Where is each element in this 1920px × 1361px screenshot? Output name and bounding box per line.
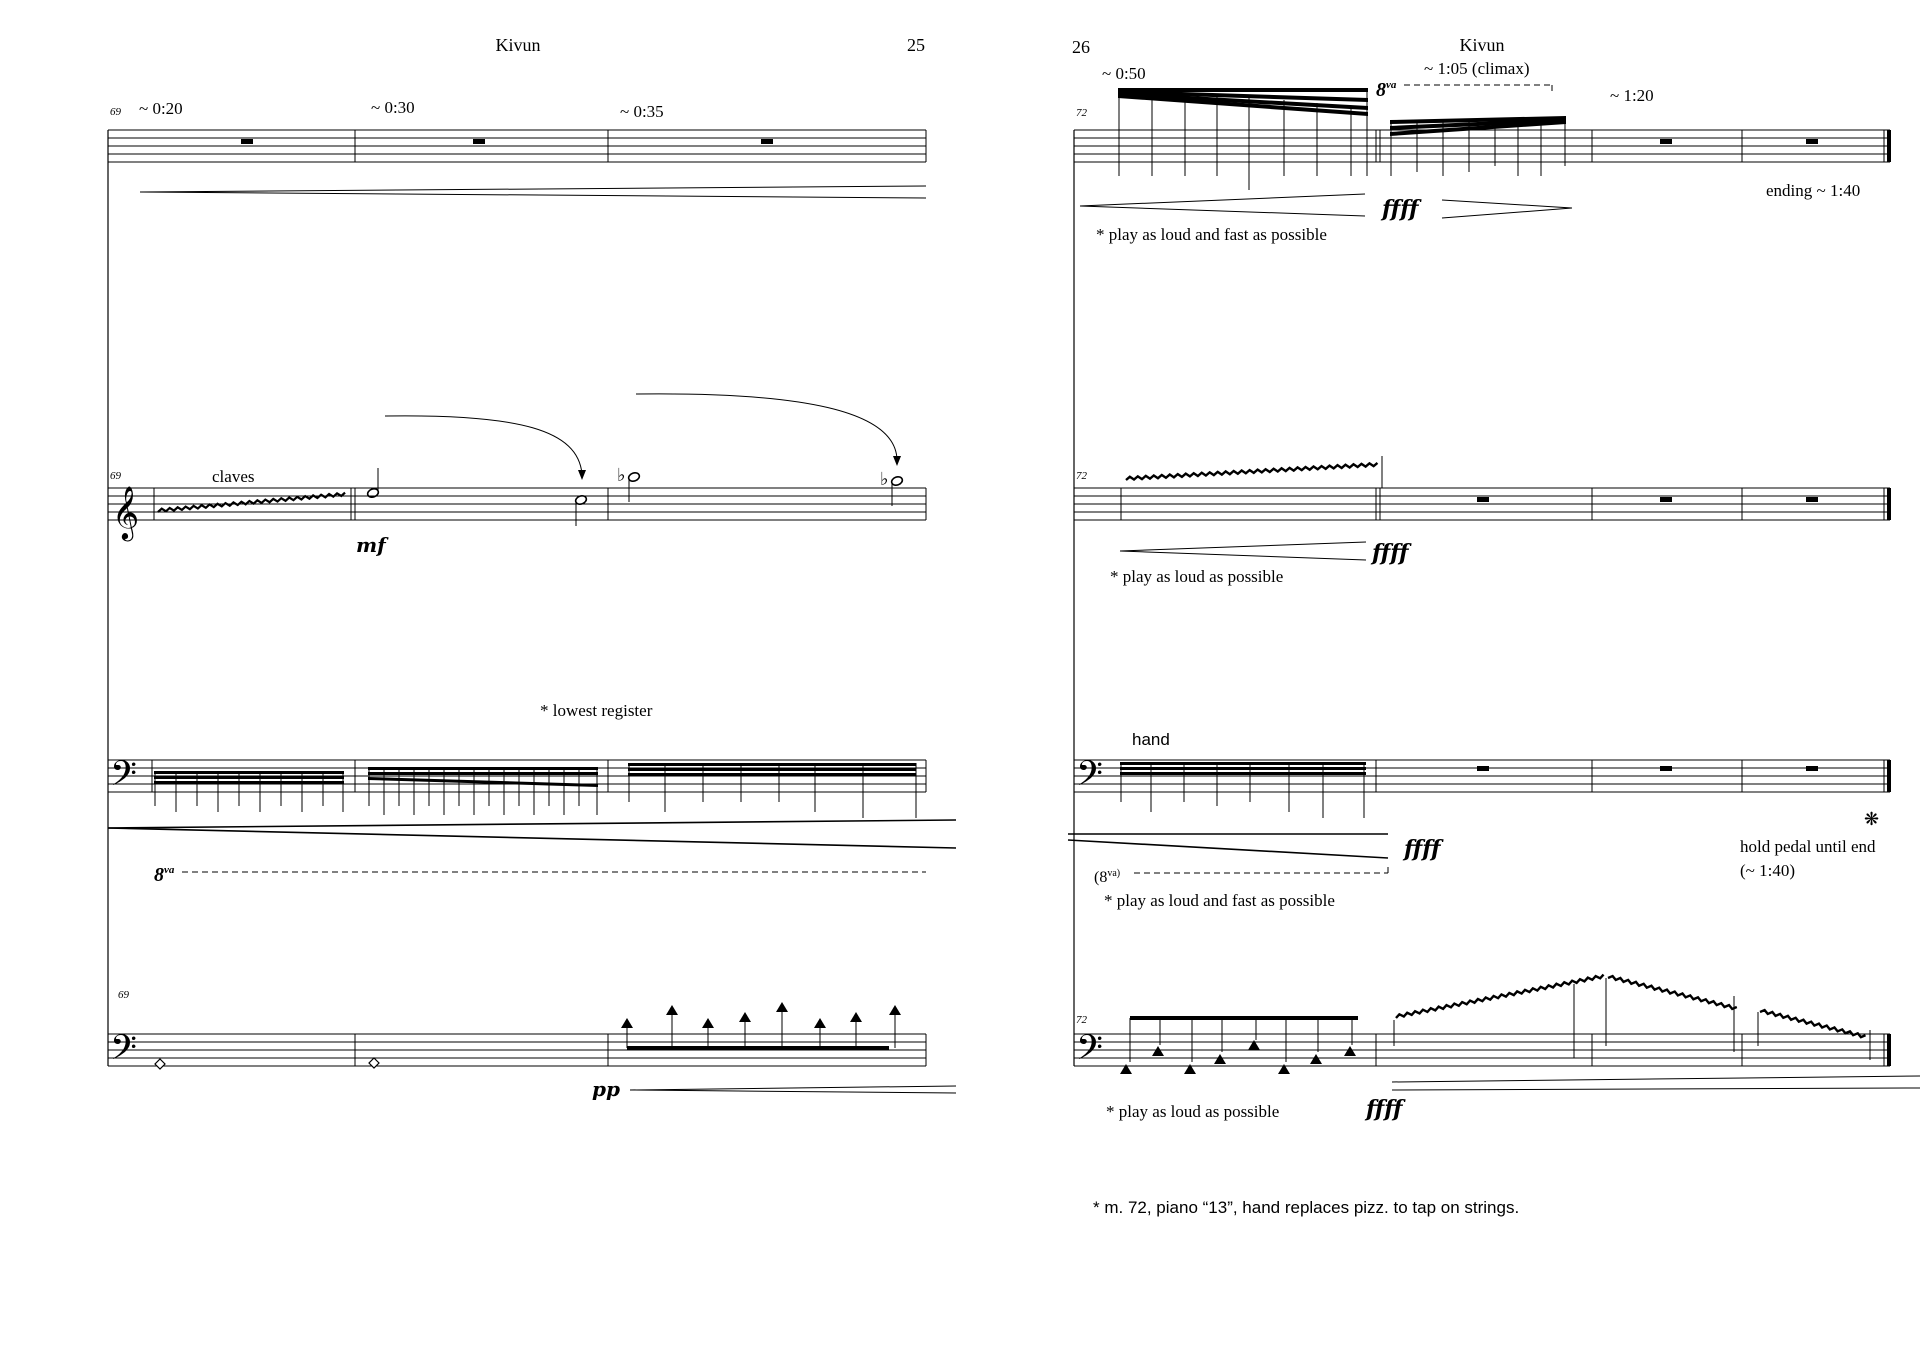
right-measure-number-staff1: 72 (1076, 107, 1087, 119)
glissando-arrow (385, 416, 582, 474)
left-page (108, 35, 956, 1101)
note-staff4: * play as loud as possible (1106, 1102, 1280, 1121)
left-measure-number-staff1: 69 (110, 106, 121, 118)
bass-clef: 𝄢 (1076, 1030, 1104, 1076)
lowest-register-note: * lowest register (540, 701, 653, 720)
tempo-mark-105: ~ 1:05 (climax) (1424, 59, 1530, 78)
note-staff2: * play as loud as possible (1110, 567, 1284, 586)
whole-rest (1660, 139, 1672, 144)
glissando-arrow (636, 394, 897, 460)
note-stems (1394, 978, 1870, 1060)
right-staff-1 (1074, 130, 1890, 162)
crescendo-hairpin (1080, 194, 1365, 216)
right-staff-4 (1074, 1034, 1890, 1066)
note-staff3: * play as loud and fast as possible (1104, 891, 1335, 910)
right-page (1068, 35, 1920, 1217)
hand-label: hand (1132, 730, 1170, 749)
whole-rest (1660, 497, 1672, 502)
bass-clef: 𝄢 (110, 1030, 138, 1076)
crescendo-hairpin (630, 1086, 956, 1093)
diamond-note (155, 1059, 165, 1069)
whole-rest (1477, 497, 1489, 502)
ottava-mark: $8^{va}$ (154, 864, 175, 886)
pedal-symbol: ❋ (1864, 809, 1880, 829)
tempo-mark-050: ~ 0:50 (1102, 64, 1146, 83)
right-measure-number-staff4: 72 (1076, 1014, 1087, 1026)
arrowhead (893, 456, 901, 466)
whole-rest (241, 139, 253, 144)
flat-sign: ♭ (617, 465, 626, 485)
treble-clef: 𝄞 (112, 487, 140, 538)
decrescendo-hairpin (108, 820, 956, 848)
triangle-note-group (1120, 1016, 1358, 1074)
whole-rest (473, 139, 485, 144)
right-staff-2 (1074, 488, 1890, 520)
claves-label: claves (212, 467, 255, 486)
tempo-mark-120: ~ 1:20 (1610, 86, 1654, 105)
crescendo-hairpin (1120, 542, 1366, 560)
right-page-title: Kivun (1459, 35, 1505, 55)
left-measure-number-staff2: 69 (110, 470, 121, 482)
note-staff1: * play as loud and fast as possible (1096, 225, 1327, 244)
ottava-mark: $8^{va}$ (1376, 79, 1397, 101)
tempo-mark-035: ~ 0:35 (620, 102, 664, 121)
right-page-number: 26 (1072, 37, 1090, 57)
ending-mark: ending ~ 1:40 (1766, 181, 1861, 200)
triangle-note-group (621, 1002, 901, 1050)
footnote: * m. 72, piano “13”, hand replaces pizz. to tap on strings. (1093, 1198, 1520, 1217)
left-page-title: Kivun (495, 35, 541, 55)
beam-group (1120, 762, 1366, 775)
hold-pedal-line2: (~ 1:40) (1740, 861, 1795, 880)
left-staff-1 (108, 130, 926, 162)
arrowhead (578, 470, 586, 480)
feathered-beam (1390, 116, 1566, 136)
whole-rest (1806, 139, 1818, 144)
dynamic-mf: mf (356, 533, 386, 557)
tempo-mark-020: ~ 0:20 (139, 99, 183, 118)
right-measure-number-staff2: 72 (1076, 470, 1087, 482)
beam-group (154, 763, 916, 787)
whole-rest (1477, 766, 1489, 771)
tempo-mark-030: ~ 0:30 (371, 98, 415, 117)
flat-sign: ♭ (880, 469, 889, 489)
left-page-number: 25 (907, 35, 925, 55)
tremolo-line (1126, 463, 1378, 480)
ottava-paren-mark: ($8^{va)}$ (1094, 868, 1121, 886)
crescendo-hairpin (1392, 1076, 1920, 1090)
dynamic-ffff: ffff (1382, 196, 1419, 222)
feathered-beam (1118, 88, 1368, 116)
hold-pedal-line1: hold pedal until end (1740, 837, 1876, 856)
note-stems (1121, 762, 1364, 818)
bass-clef: 𝄢 (110, 756, 138, 802)
whole-rest (761, 139, 773, 144)
whole-rest (1806, 766, 1818, 771)
decrescendo-hairpin (1442, 200, 1572, 218)
left-measure-number-staff4: 69 (118, 989, 129, 1001)
dynamic-ffff: ffff (1366, 1096, 1403, 1122)
tremolo-lines (1395, 975, 1865, 1039)
whole-rest (1660, 766, 1672, 771)
dynamic-ffff: ffff (1372, 540, 1409, 566)
bass-clef: 𝄢 (1076, 756, 1104, 802)
dynamic-pp: pp (592, 1077, 620, 1101)
dynamic-ffff: ffff (1404, 836, 1441, 862)
crescendo-hairpin (140, 186, 926, 198)
whole-rest (1806, 497, 1818, 502)
decrescendo-hairpin (1068, 834, 1388, 858)
